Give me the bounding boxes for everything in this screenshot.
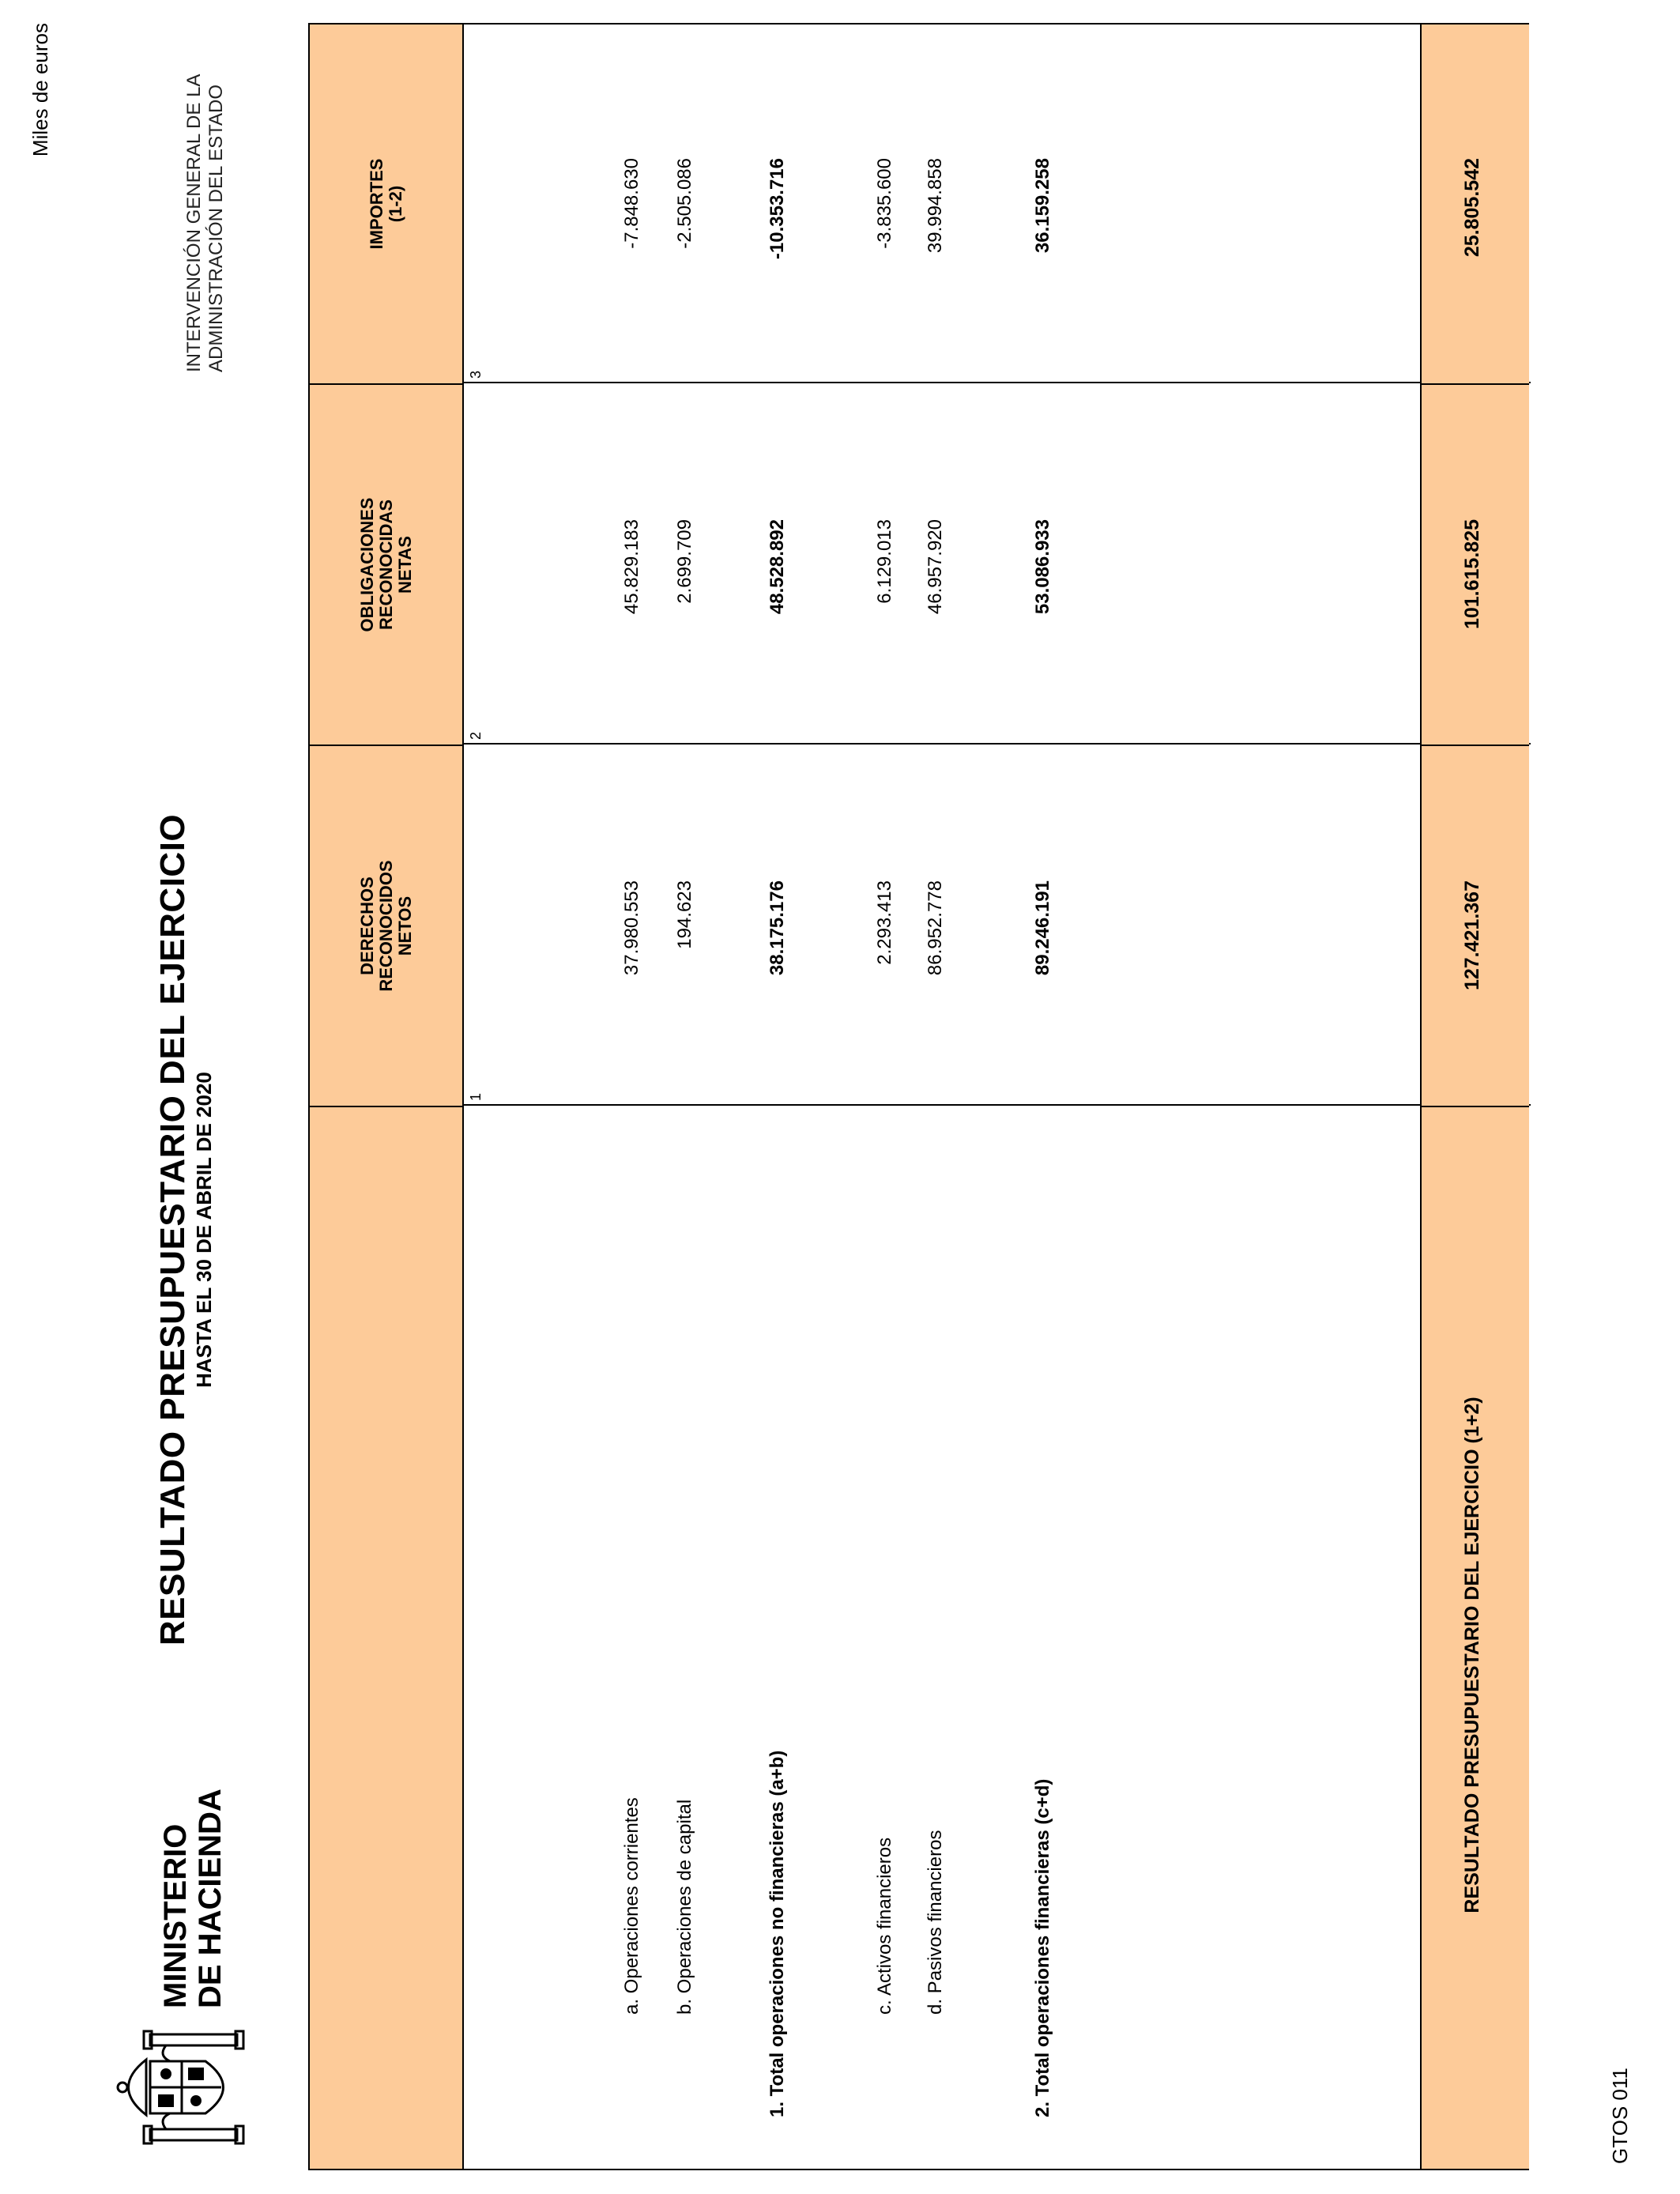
table-row bbox=[616, 25, 648, 2169]
total-label: RESULTADO PRESUPUESTARIO DEL EJERCICIO (1+2) bbox=[1461, 1397, 1483, 1913]
table-row bbox=[869, 25, 901, 2169]
agency-name bbox=[183, 74, 228, 372]
agency-line-2: ADMINISTRACIÓN DEL ESTADO bbox=[205, 84, 227, 372]
header-obligaciones-line-2: RECONOCIDAS bbox=[375, 499, 396, 631]
row-obligaciones: 46.957.920 bbox=[925, 519, 946, 615]
row-derechos: 2.293.413 bbox=[874, 880, 895, 965]
coat-of-arms-icon bbox=[103, 2028, 253, 2147]
page-title: RESULTADO PRESUPUESTARIO DEL EJERCICIO bbox=[153, 813, 192, 1646]
row-importes: -7.848.630 bbox=[621, 158, 642, 249]
row-derechos: 89.246.191 bbox=[1032, 880, 1053, 976]
form-code: GTOS 011 bbox=[1608, 2068, 1632, 2164]
page-subtitle: HASTA EL 30 DE ABRIL DE 2020 bbox=[192, 1072, 216, 1388]
row-obligaciones: 45.829.183 bbox=[621, 519, 642, 615]
table-row-subtotal bbox=[762, 25, 793, 2169]
row-derechos: 38.175.176 bbox=[767, 880, 788, 976]
column-number-3: 3 bbox=[468, 370, 484, 379]
column-number-1: 1 bbox=[468, 1092, 484, 1101]
row-importes: 39.994.858 bbox=[925, 158, 946, 254]
budget-result-table bbox=[308, 23, 1529, 2170]
row-importes: -3.835.600 bbox=[874, 158, 895, 249]
header-importes-line-2: (1-2) bbox=[385, 185, 405, 223]
row-label: c. Activos financieros bbox=[874, 1837, 895, 2015]
column-divider bbox=[1422, 1106, 1529, 1107]
row-obligaciones: 53.086.933 bbox=[1032, 519, 1053, 615]
table-row bbox=[920, 25, 951, 2169]
column-divider bbox=[1422, 745, 1529, 746]
header-obligaciones-line-1: OBLIGACIONES bbox=[356, 497, 377, 632]
row-obligaciones: 6.129.013 bbox=[874, 519, 895, 604]
row-importes: -10.353.716 bbox=[767, 158, 788, 260]
column-number-2: 2 bbox=[468, 731, 484, 740]
header-derechos-line-2: RECONOCIDOS bbox=[375, 860, 396, 992]
ministry-line-1: MINISTERIO bbox=[158, 1823, 193, 2008]
total-importes: 25.805.542 bbox=[1461, 158, 1483, 258]
row-label: a. Operaciones corrientes bbox=[621, 1797, 642, 2015]
total-row bbox=[1420, 25, 1529, 2169]
units-label: Miles de euros bbox=[28, 23, 52, 157]
row-label: b. Operaciones de capital bbox=[674, 1799, 695, 2015]
row-label: 1. Total operaciones no financieras (a+b) bbox=[767, 1750, 788, 2117]
row-obligaciones: 2.699.709 bbox=[674, 519, 695, 604]
row-label: 2. Total operaciones financieras (c+d) bbox=[1032, 1778, 1053, 2117]
header-cell-derechos bbox=[310, 745, 464, 1106]
column-divider bbox=[1422, 383, 1529, 385]
agency-line-1: INTERVENCIÓN GENERAL DE LA bbox=[183, 74, 205, 372]
table-row-subtotal bbox=[1027, 25, 1059, 2169]
total-derechos: 127.421.367 bbox=[1461, 880, 1483, 991]
header-derechos-line-3: NETOS bbox=[394, 895, 415, 956]
total-obligaciones: 101.615.825 bbox=[1461, 519, 1483, 630]
row-importes: -2.505.086 bbox=[674, 158, 695, 249]
ministry-name bbox=[158, 1789, 228, 2008]
row-importes: 36.159.258 bbox=[1032, 158, 1053, 254]
header-importes-line-1: IMPORTES bbox=[366, 158, 386, 250]
row-label: d. Pasivos financieros bbox=[925, 1830, 946, 2015]
header-cell-concept bbox=[310, 1106, 464, 2169]
header-obligaciones-line-3: NETAS bbox=[394, 536, 415, 594]
header-derechos-line-1: DERECHOS bbox=[356, 876, 377, 975]
header-cell-obligaciones bbox=[310, 383, 464, 745]
ministry-line-2: DE HACIENDA bbox=[193, 1789, 228, 2008]
title-block bbox=[154, 740, 216, 1720]
row-derechos: 86.952.778 bbox=[925, 880, 946, 976]
row-derechos: 194.623 bbox=[674, 880, 695, 949]
row-obligaciones: 48.528.892 bbox=[767, 519, 788, 615]
header-cell-importes bbox=[310, 25, 464, 383]
table-row bbox=[669, 25, 701, 2169]
row-derechos: 37.980.553 bbox=[621, 880, 642, 976]
